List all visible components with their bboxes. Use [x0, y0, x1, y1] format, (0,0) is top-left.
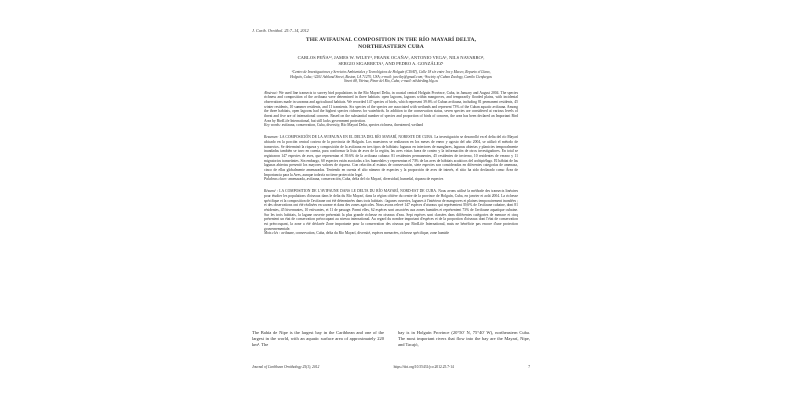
paper-title: [252, 37, 530, 51]
body-column-right: bay is in Holguín Province (20°50′ N, 75°40′ W), northeastern Cuba. The most important rivers that flow into the bay are the Mayarí, Nipe, and Tacajó,: [398, 330, 530, 347]
author-line-2: SERGIO SIGARRETA¹, AND PEDRO A. GONZÁLEZ¹: [338, 61, 444, 66]
abstract-text: We used line transects to survey bird populations in the Río Mayarí Delta, in coastal central Holguín Province, Cuba, in January and August 2004. The species richness and composition of the avifauna were determined in three habitats: open lagoons, lagoons within mangroves, and temporarily flooded plains, with incidental observations made in savanna and agricultural habitats. We recorded 147 species of birds, which represent 39.6% of Cuban avifauna, including 81 permanent residents, 45 winter residents, 10 summer residents, and 11 transients. Six species of the species are associated with wetlands and represent 73% of the Cuban aquatic avifauna. Among the three habitats, open lagoons had the highest species richness for waterbirds. In addition to the conservation status, seven species are considered at various levels of threat and five are of international concern. Based on the substantial number of species and proportion of birds of concern, the area has been declared an Important Bird Area by BirdLife International, but still lacks government protection.: [264, 90, 519, 123]
mots-cles-label: Mots clés :: [264, 231, 281, 236]
affiliations: ¹Centro de Investigaciones y Servicios Ambientales y Tecnológicos de Holguín (CISAT), Calle 18 s/n entre 1ra y Maceo, Reparto el Llano, Holguín, Cuba; ²2201 Ashland Street, Ruston, LA 71270, USA; e-mail: jwwiley@gmail.com; ³Society of Cuban Zoology, Camilo Cienfuegos Street #8, Vitrina, Pinar del Río, Cuba; e-mail: nilsbirding.hlg.cu: [290, 70, 492, 83]
resume-text: Nous avons utilisé la méthode des transects linéaires pour étudier les populations d'oiseaux dans le delta du Río Mayarí, dans la région côtière du centre de la province de Holguín, Cuba, en janvier et août 2004. La richesse spécifique et la composition de l'avifaune ont été déterminées dans trois habitats : lagunes ouvertes, lagunes à l'intérieur de mangroves et plaines temporairement inondées ; et des observations ont été réalisées en savane et dans des zones agricoles. Nous avons relevé 147 espèces d'oiseaux qui représentent 39,6% de l'avifaune cubaine, dont 81 résidentes, 45 hivernantes, 10 estivantes, et 11 de passage. Parmi elles, 62 espèces sont associées aux zones humides et représentent 73% de l'avifaune aquatique cubaine. Sur les trois habitats, la lagune ouverte présentait la plus grande richesse en oiseaux d'eau. Sept espèces sont classées dans différentes catégories de menace et cinq présentent un état de conservation préoccupant au niveau international. Au regard du nombre important d'espèces et de la proportion d'oiseaux dont l'état de conservation est préoccupant, la zone a été déclarée Zone importante pour la conservation des oiseaux par BirdLife International, mais ne bénéficie pas encore d'une protection gouvernementale.: [264, 189, 519, 231]
resumen-title: LA COMPOSICIÓN DE LA AVIFAUNA EN EL DELTA DEL RÍO MAYARÍ, NORESTE DE CUBA.: [279, 135, 434, 140]
resumen-label: Resumen:: [264, 135, 279, 140]
palabras-clave-label: Palabras clave:: [264, 177, 288, 182]
running-head: J. Carib. Ornithol. 25:7–14, 2012: [252, 28, 309, 33]
page-footer: [252, 365, 530, 369]
resume-title: LA COMPOSITION DE L'AVIFAUNE DANS LE DELTA DU RÍO MAYARÍ, NORD-EST DE CUBA.: [279, 189, 437, 194]
resumen-text: La investigación se desarrolló en el delta del río Mayarí ubicado en la porción central costera de la provincia de Holguín. Los muestreos se realizaron en los meses de enero y agosto del año 2004, se utilizó el método de transectos. Se determinó la riqueza y composición de la avifauna en tres tipos de hábitats: lagunas en interiores de manglares, lagunas abiertas y planicies temporalmente inundadas también se tuvo en cuenta, para conformar la lista de aves de la región, las aves vistas fuera de conteo y la información de otros investigadores. En total se registraron 147 especies de aves, que representan el 39.6% de la avifauna cubana: 81 residentes permanentes, 45 residentes de invierno, 10 residentes de verano y 11 migratorios transeúntes. Sin embargo, 60 especies están asociadas a los humedales y representan el 73% de las aves de hábitats acuáticos del archipiélago. El hábitat de las lagunas abiertas presentó los mayores valores de riqueza. Con relación al estatus de conservación, siete especies son consideradas en diferentes categorías de amenaza, cinco de ellas globalmente amenazadas. Teniendo en cuenta el alto número de especies y la proporción de aves de interés, el sitio ha sido declarado como Área de Importancia para la Aves, aunque todavía no tiene protección legal.: [264, 135, 519, 177]
title-line-1: THE AVIFAUNAL COMPOSITION IN THE RÍO MAYARÍ DELTA,: [305, 37, 477, 43]
paper-page: [252, 28, 530, 380]
abstract-spanish: [264, 135, 518, 182]
page-number: 7: [528, 365, 530, 369]
palabras-clave-text: amenazada, avifauna, conservación, Cuba, delta del río Mayarí, diversidad, humedal, riqueza de especies: [288, 177, 444, 182]
resume-label: Résumé :: [264, 189, 278, 194]
abstract-label: Abstract:: [264, 90, 278, 95]
title-line-2: NORTHEASTERN CUBA: [358, 44, 424, 50]
body-column-left: The Bahía de Nipe is the largest bay in the Caribbean and one of the largest in the world, with an aquatic surface area of approximately 220 km². The: [252, 330, 384, 347]
footer-doi[interactable]: https://doi.org/10.55431/jco.2012.25.7-14: [393, 365, 454, 369]
abstract-french: [264, 189, 518, 236]
keywords-text: avifauna, conservation, Cuba, diversity, Río Mayarí Delta, species richness, threatened, wetland: [281, 123, 424, 128]
keywords-label: Key words:: [264, 123, 281, 128]
abstract-english: [264, 91, 518, 129]
body-text: [252, 330, 530, 348]
author-line-1: CARLOS PEÑA¹², JAMES W. WILEY², FRANK OCAÑA¹, ANTONIO VEGA¹, NILS NAVARRO³,: [297, 55, 485, 60]
mots-cles-text: avifaune, conservation, Cuba, delta du Río Mayarí, diversité, espèces menacées, richesse spécifique, zone humide: [281, 231, 450, 236]
footer-journal: Journal of Caribbean Ornithology 25(1), 2012: [252, 365, 320, 369]
author-list: [252, 55, 530, 67]
